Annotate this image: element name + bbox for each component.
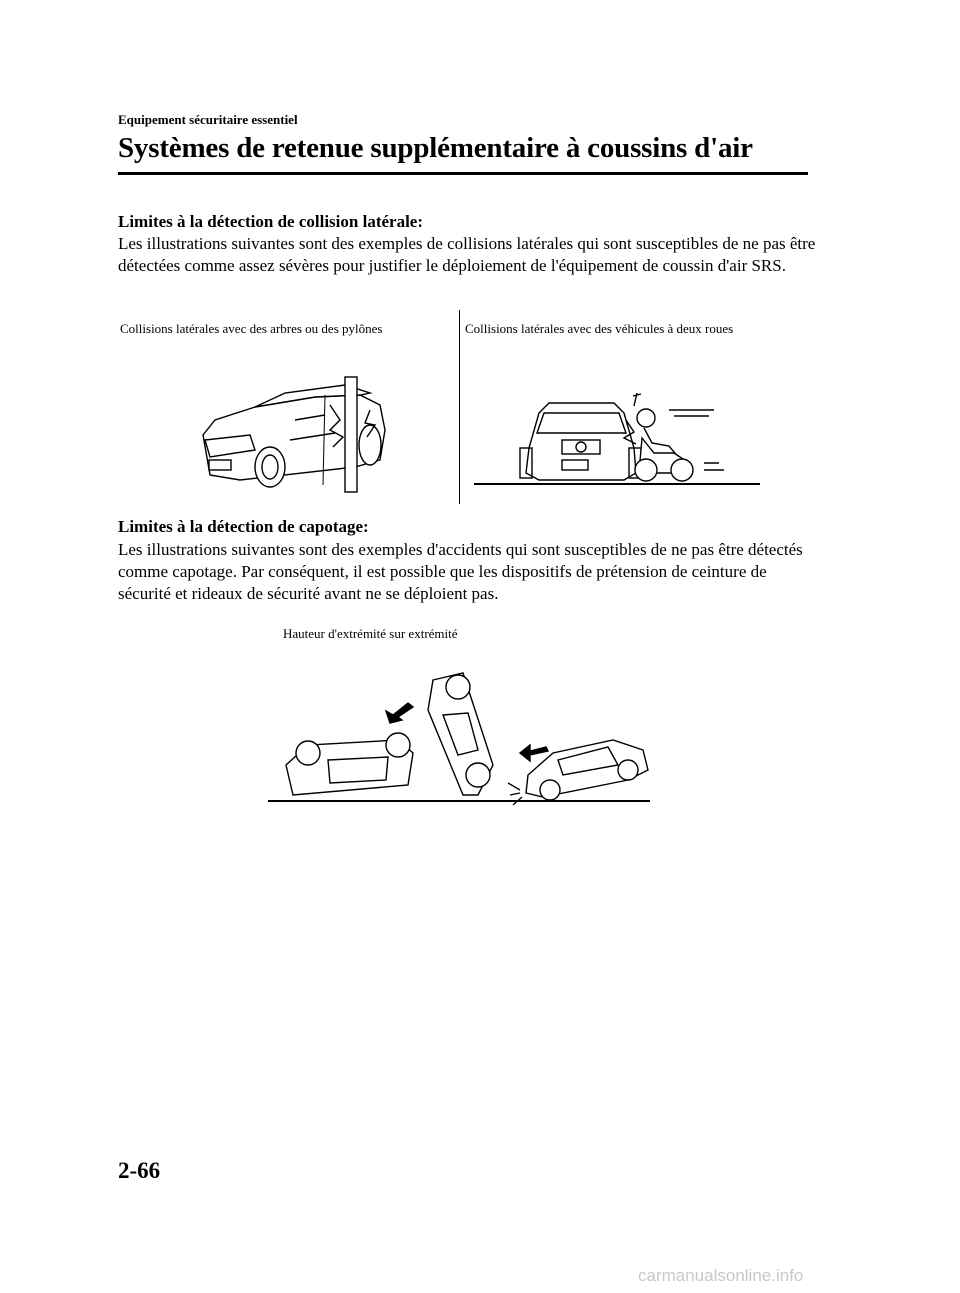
pole-collision-illustration	[195, 375, 395, 495]
section-label: Equipement sécuritaire essentiel	[118, 112, 298, 127]
motorcycle-collision-illustration	[474, 388, 764, 488]
pole-collision-caption: Collisions latérales avec des arbres ou des pylônes	[120, 321, 383, 336]
rollover-heading: Limites à la détection de capotage:	[118, 517, 369, 536]
side-collision-heading: Limites à la détection de collision latérale:	[118, 212, 423, 231]
motorcycle-collision-caption: Collisions latérales avec des véhicules à deux roues	[465, 321, 734, 336]
rollover-body: Les illustrations suivantes sont des exemples d'accidents qui sont susceptibles de ne pas être détectés comme capotage. Par conséquent, il est possible que les dispositifs de prétension de ceinture de sécurité et rideaux de sécurité avant ne se déploient pas.	[118, 540, 803, 603]
rollover-illustration	[268, 665, 652, 805]
rollover-caption: Hauteur d'extrémité sur extrémité	[283, 626, 458, 641]
watermark-link[interactable]: carmanualsonline.info	[638, 1266, 804, 1285]
page-number: 2-66	[118, 1158, 161, 1183]
illustration-divider	[459, 310, 460, 504]
title-rule	[118, 172, 808, 175]
side-collision-body: Les illustrations suivantes sont des exemples de collisions latérales qui sont susceptibles de ne pas être détectées comme assez sévères pour justifier le déploiement de l'équipement de coussin d'air SRS.	[118, 234, 816, 275]
page-title: Systèmes de retenue supplémentaire à coussins d'air	[118, 132, 753, 164]
